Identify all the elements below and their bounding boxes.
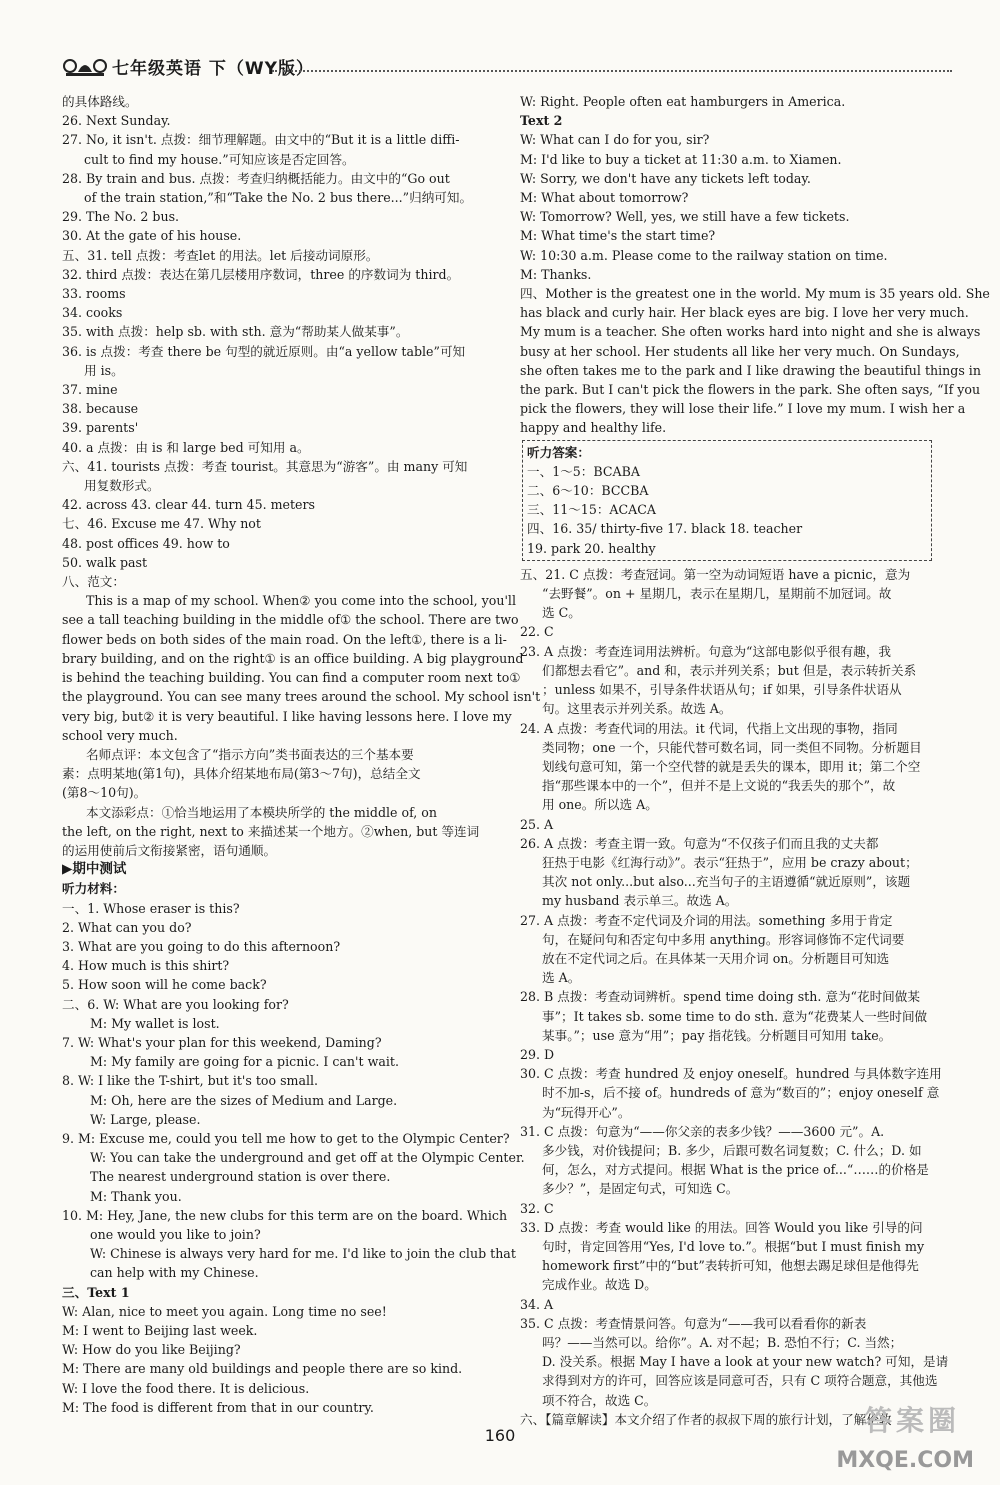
passage-line: she often takes me to the park and I like drawing the beautiful things in bbox=[520, 362, 981, 378]
essay-line: the playground. You can see many trees around the school. My school isn't bbox=[62, 689, 541, 705]
answer-line: 完成作业。故选 D。 bbox=[542, 1277, 657, 1293]
answer-line: 选 C。 bbox=[542, 605, 581, 621]
answer-box-title: 听力答案： bbox=[527, 444, 590, 460]
answer-line: 事”；It takes sb. some time to do sth. 意为“花费某人一些时间做 bbox=[542, 1008, 928, 1024]
answer-line: 五、21. C 点拨：考查冠词。第一空为动词短语 have a picnic，意为 bbox=[520, 566, 911, 582]
section-heading: 听力材料： bbox=[62, 881, 125, 897]
essay-line: see a tall teaching building in the middle of① the school. There are two bbox=[62, 612, 519, 628]
header-divider bbox=[272, 70, 952, 72]
listening-line: 8. W: I like the T-shirt, but it's too small. bbox=[62, 1073, 319, 1089]
answer-line: 32. third 点拨：表达在第几层楼用序数词，three 的序数词为 third。 bbox=[62, 266, 460, 282]
listening-line: 一、1. Whose eraser is this? bbox=[62, 900, 240, 916]
passage-line: pick the flowers, they will lose their life.” I love my mum. I wish her a bbox=[520, 401, 966, 417]
listening-line: M: Oh, here are the sizes of Medium and Large. bbox=[90, 1092, 398, 1108]
answer-line: 27. No, it isn't. 点拨：细节理解题。由文中的“But it is a little diffi- bbox=[62, 132, 460, 148]
answer-line: 28. B 点拨：考查动词辨析。spend time doing sth. 意为“花时间做某 bbox=[520, 989, 920, 1005]
answer-line: homework first”中的“but”表转折可知，他想去踢足球但是他得先 bbox=[542, 1258, 919, 1274]
commentary-line: the left, on the right, next to 来描述某一个地方。②when, but 等连词 bbox=[62, 823, 480, 839]
header-title: 七年级英语 下（WY版） bbox=[112, 59, 314, 79]
listening-line: W: Alan, nice to meet you again. Long time no see! bbox=[62, 1303, 387, 1319]
listening-line: The nearest underground station is over there. bbox=[90, 1169, 391, 1185]
answer-line: 34. A bbox=[520, 1296, 554, 1312]
listening-line: 4. How much is this shirt? bbox=[62, 958, 230, 974]
answer-line: 句。这里表示并列关系。故选 A。 bbox=[542, 701, 732, 717]
answer-line: 25. A bbox=[520, 816, 554, 832]
answer-line: 26. Next Sunday. bbox=[62, 113, 171, 129]
answer-line: 31. C 点拨：句意为“——你父亲的表多少钱？——3600 元”。A. bbox=[520, 1123, 885, 1139]
listening-line: W: Chinese is always very hard for me. I'd like to join the club that bbox=[90, 1246, 516, 1262]
listening-line: W: Large, please. bbox=[90, 1111, 201, 1127]
essay-line: is behind the teaching building. You can find a computer room next to① bbox=[62, 670, 521, 686]
answer-line: 29. The No. 2 bus. bbox=[62, 209, 180, 225]
page-header bbox=[62, 52, 952, 80]
commentary-line: (第8～10句)。 bbox=[62, 785, 147, 801]
listening-line: M: Thanks. bbox=[520, 266, 592, 282]
answer-line: 项不符合，故选 C。 bbox=[542, 1392, 657, 1408]
essay-line: brary building, and on the right① is an office building. A big playground bbox=[62, 650, 524, 666]
answer-line: 类同物；one 一个，只能代替可数名词，同一类但不同物。分析题目 bbox=[542, 739, 922, 755]
text-line: 的具体路线。 bbox=[62, 94, 138, 109]
answer-line: 吗？——当然可以。给你”。A. 对不起；B. 恐怕不行；C. 当然； bbox=[542, 1335, 903, 1350]
listening-line: 2. What can you do? bbox=[62, 919, 192, 935]
answer-line: 时不加-s，后不接 of。hundreds of 意为“数百的”；enjoy oneself 意 bbox=[542, 1085, 940, 1101]
essay-line: school very much. bbox=[62, 727, 178, 743]
listening-line: 7. W: What's your plan for this weekend, Daming? bbox=[62, 1034, 382, 1050]
watermark-logo: 答案圈 bbox=[863, 1404, 960, 1437]
listening-line: can help with my Chinese. bbox=[90, 1265, 259, 1281]
listening-line: M: What time's the start time? bbox=[520, 228, 716, 244]
right-column bbox=[520, 92, 990, 1429]
passage-line: busy at her school. Her students all like her very much. On Sundays, bbox=[520, 343, 960, 359]
listening-line: W: Right. People often eat hamburgers in America. bbox=[520, 94, 846, 109]
answer-line: 求得到对方的许可，回答应该是同意可否，只有 C 项符合题意，其他选 bbox=[542, 1373, 938, 1389]
answer-line: 33. rooms bbox=[62, 286, 126, 302]
answer-line: 30. C 点拨：考查 hundred 及 enjoy oneself。hundred 与具体数字连用 bbox=[520, 1066, 942, 1082]
listening-line: 3. What are you going to do this afternoon? bbox=[62, 938, 341, 954]
listening-line: M: There are many old buildings and people there are so kind. bbox=[62, 1361, 463, 1377]
listening-line: W: How do you like Beijing? bbox=[62, 1342, 241, 1358]
listening-line: M: I went to Beijing last week. bbox=[62, 1323, 258, 1338]
passage-line: 四、Mother is the greatest one in the world. My mum is 35 years old. She bbox=[520, 286, 990, 302]
answer-line: 放在不定代词之后。在具体某一天用介词 on。分析题目可知选 bbox=[542, 950, 890, 966]
answer-line: “去野餐”。on + 星期几，表示在星期几，星期前不加冠词。故 bbox=[542, 586, 892, 602]
answer-line: 26. A 点拨：考查主谓一致。句意为“不仅孩子们而且我的丈夫都 bbox=[520, 835, 879, 851]
section-heading: 八、范文： bbox=[62, 574, 125, 590]
listening-line: 二、6. W: What are you looking for? bbox=[62, 996, 289, 1012]
answer-line: 句时，肯定回答用“Yes, I'd love to.”。根据“but I must finish my bbox=[542, 1238, 925, 1254]
passage-line: My mum is a teacher. She often works hard into night and she is always bbox=[520, 324, 981, 340]
listening-line: M: The food is different from that in our country. bbox=[62, 1399, 374, 1415]
answer-box-line: 二、6～10：BCCBA bbox=[527, 483, 649, 499]
answer-box-line: 19. park 20. healthy bbox=[527, 540, 656, 556]
answer-line: 39. parents' bbox=[62, 420, 139, 436]
commentary-line: 的运用使前后文衔接紧密，语句通顺。 bbox=[62, 842, 277, 858]
answer-line: 选 A。 bbox=[542, 970, 581, 986]
answer-box-line: 三、11～15：ACACA bbox=[527, 502, 656, 518]
answer-line: 48. post offices 49. how to bbox=[62, 535, 230, 551]
listening-line: 9. M: Excuse me, could you tell me how to get to the Olympic Center? bbox=[62, 1130, 510, 1146]
answer-line: 用 is。 bbox=[84, 362, 124, 378]
listening-line: W: 10:30 a.m. Please come to the railway station on time. bbox=[520, 247, 888, 263]
commentary-line: 名师点评：本文包含了“指示方向”类书面表达的三个基本要 bbox=[86, 746, 414, 762]
answer-box-line: 四、16. 35/ thirty-five 17. black 18. teacher bbox=[527, 521, 803, 537]
listening-line: W: You can take the underground and get off at the Olympic Center. bbox=[90, 1150, 525, 1166]
essay-line: flower beds on both sides of the main road. On the left①, there is a li- bbox=[62, 631, 507, 647]
listening-answer-box bbox=[522, 440, 932, 561]
answer-line: 23. A 点拨：考查连词用法辨析。句意为“这部电影似乎很有趣，我 bbox=[520, 643, 892, 659]
answer-line: 42. across 43. clear 44. turn 45. meters bbox=[62, 497, 315, 513]
answer-line: 某事。”；use 意为“用”；pay 指花钱。分析题目可知用 take。 bbox=[542, 1027, 892, 1043]
listening-line: W: Tomorrow? Well, yes, we still have a few tickets. bbox=[520, 209, 850, 225]
listening-line: W: Sorry, we don't have any tickets left today. bbox=[520, 170, 811, 186]
answer-line: 划线句意可知，第一个空代替的就是丢失的课本，即用 it；第二个空 bbox=[542, 758, 921, 774]
passage-line: has black and curly hair. Her black eyes are big. I love her very much. bbox=[520, 305, 969, 321]
listening-line: W: What can I do for you, sir? bbox=[520, 132, 710, 148]
answer-line: D. 没关系。根据 May I have a look at your new watch? 可知，是请 bbox=[542, 1354, 949, 1370]
listening-line: M: What about tomorrow? bbox=[520, 190, 689, 206]
answer-line: 35. C 点拨：考查情景问答。句意为“——我可以看看你的新表 bbox=[520, 1315, 867, 1331]
answer-line: 多少钱，对价钱提问；B. 多少，后跟可数名词复数；C. 什么；D. 如 bbox=[542, 1142, 922, 1158]
answer-line: 为“玩得开心”。 bbox=[542, 1104, 631, 1120]
watermark-text: MXQE.COM bbox=[836, 1448, 974, 1473]
listening-line: 5. How soon will he come back? bbox=[62, 977, 267, 993]
answer-line: 六、41. tourists 点拨：考查 tourist。其意思为“游客”。由 many 可知 bbox=[62, 458, 468, 474]
answer-line: 37. mine bbox=[62, 382, 118, 398]
answer-line: 句，在疑问句和否定句中多用 anything。形容词修饰不定代词要 bbox=[542, 931, 905, 947]
answer-line: 50. walk past bbox=[62, 554, 148, 570]
section-title-midterm: ▶期中测试 bbox=[62, 861, 127, 878]
answer-line: 35. with 点拨：help sb. with sth. 意为“帮助某人做某事”。 bbox=[62, 324, 409, 340]
book-mascot-icon bbox=[62, 54, 108, 78]
passage-line: the park. But I can't pick the flowers in the park. She often says, “If you bbox=[520, 382, 981, 398]
answer-line: 六、【篇章解读】本文介绍了作者的叔叔下周的旅行计划，了解伦敦 bbox=[520, 1411, 892, 1427]
answer-line: my husband 表示单三。故选 A。 bbox=[542, 893, 738, 909]
listening-line: W: I love the food there. It is delicious. bbox=[62, 1380, 310, 1396]
listening-line: M: I'd like to buy a ticket at 11:30 a.m. to Xiamen. bbox=[520, 151, 842, 167]
listening-line: M: My wallet is lost. bbox=[90, 1015, 220, 1031]
answer-line: 用 one。所以选 A。 bbox=[542, 797, 658, 813]
essay-line: This is a map of my school. When② you come into the school, you'll bbox=[86, 593, 516, 609]
answer-line: 何，怎么，对方式提问。根据 What is the price of...“……的价格是 bbox=[542, 1162, 929, 1178]
answer-line: 40. a 点拨：由 is 和 large bed 可知用 a。 bbox=[62, 439, 310, 455]
listening-line: 10. M: Hey, Jane, the new clubs for this term are on the board. Which bbox=[62, 1207, 508, 1223]
passage-line: happy and healthy life. bbox=[520, 420, 667, 436]
page-number: 160 bbox=[484, 1426, 516, 1445]
commentary-line: 素：点明某地(第1句)，具体介绍某地布局(第3～7句)，总结全文 bbox=[62, 766, 421, 782]
listening-line: one would you like to join? bbox=[90, 1226, 261, 1242]
answer-line: 27. A 点拨：考查不定代词及介词的用法。something 多用于肯定 bbox=[520, 912, 893, 928]
answer-line: 29. D bbox=[520, 1046, 555, 1062]
answer-line: 36. is 点拨：考查 there be 句型的就近原则。由“a yellow table”可知 bbox=[62, 343, 466, 359]
commentary-line: 本文添彩点：①恰当地运用了本模块所学的 the middle of, on bbox=[86, 804, 437, 820]
answer-line: ；unless 如果不，引导条件状语从句；if 如果，引导条件状语从 bbox=[542, 682, 902, 698]
answer-line: 指“那些课本中的一个”，但并不是上文说的“我丢失的那个”，故 bbox=[542, 778, 896, 794]
answer-line: 们都想去看它”。and 和，表示并列关系；but 但是，表示转折关系 bbox=[542, 662, 917, 678]
answer-line: 33. D 点拨：考查 would like 的用法。回答 Would you like 引导的问 bbox=[520, 1219, 923, 1235]
answer-line: 38. because bbox=[62, 401, 139, 417]
answer-line: 用复数形式。 bbox=[84, 478, 160, 494]
listening-line: M: Thank you. bbox=[90, 1188, 182, 1204]
answer-line: 其次 not only...but also...充当句子的主语遵循“就近原则”，该题 bbox=[542, 874, 911, 890]
answer-line: 22. C bbox=[520, 624, 554, 640]
answer-line: 30. At the gate of his house. bbox=[62, 228, 242, 244]
answer-line: 狂热于电影《红海行动》”。表示“狂热于”，应用 be crazy about； bbox=[542, 854, 918, 870]
answer-line: 32. C bbox=[520, 1200, 554, 1216]
answer-line: of the train station,”和“Take the No. 2 bus there...”归纳可知。 bbox=[84, 190, 473, 206]
answer-line: 多少？”，是固定句式，可知选 C。 bbox=[542, 1181, 739, 1197]
answer-line: 34. cooks bbox=[62, 305, 123, 321]
section-heading: Text 2 bbox=[520, 113, 563, 129]
answer-box-line: 一、1～5：BCABA bbox=[527, 463, 640, 479]
section-heading: 三、Text 1 bbox=[62, 1284, 130, 1300]
essay-line: very big, but② it is very beautiful. I like having lessons here. I love my bbox=[62, 708, 512, 724]
answer-line: 28. By train and bus. 点拨：考查归纳概括能力。由文中的“Go out bbox=[62, 170, 450, 186]
answer-line: cult to find my house.”可知应该是否定回答。 bbox=[84, 151, 355, 167]
answer-line: 七、46. Excuse me 47. Why not bbox=[62, 516, 261, 532]
answer-line: 24. A 点拨：考查代词的用法。it 代词，代指上文出现的事物，指同 bbox=[520, 720, 898, 736]
listening-line: M: My family are going for a picnic. I can't wait. bbox=[90, 1054, 399, 1070]
answer-line: 五、31. tell 点拨：考查let 的用法。let 后接动词原形。 bbox=[62, 247, 379, 263]
